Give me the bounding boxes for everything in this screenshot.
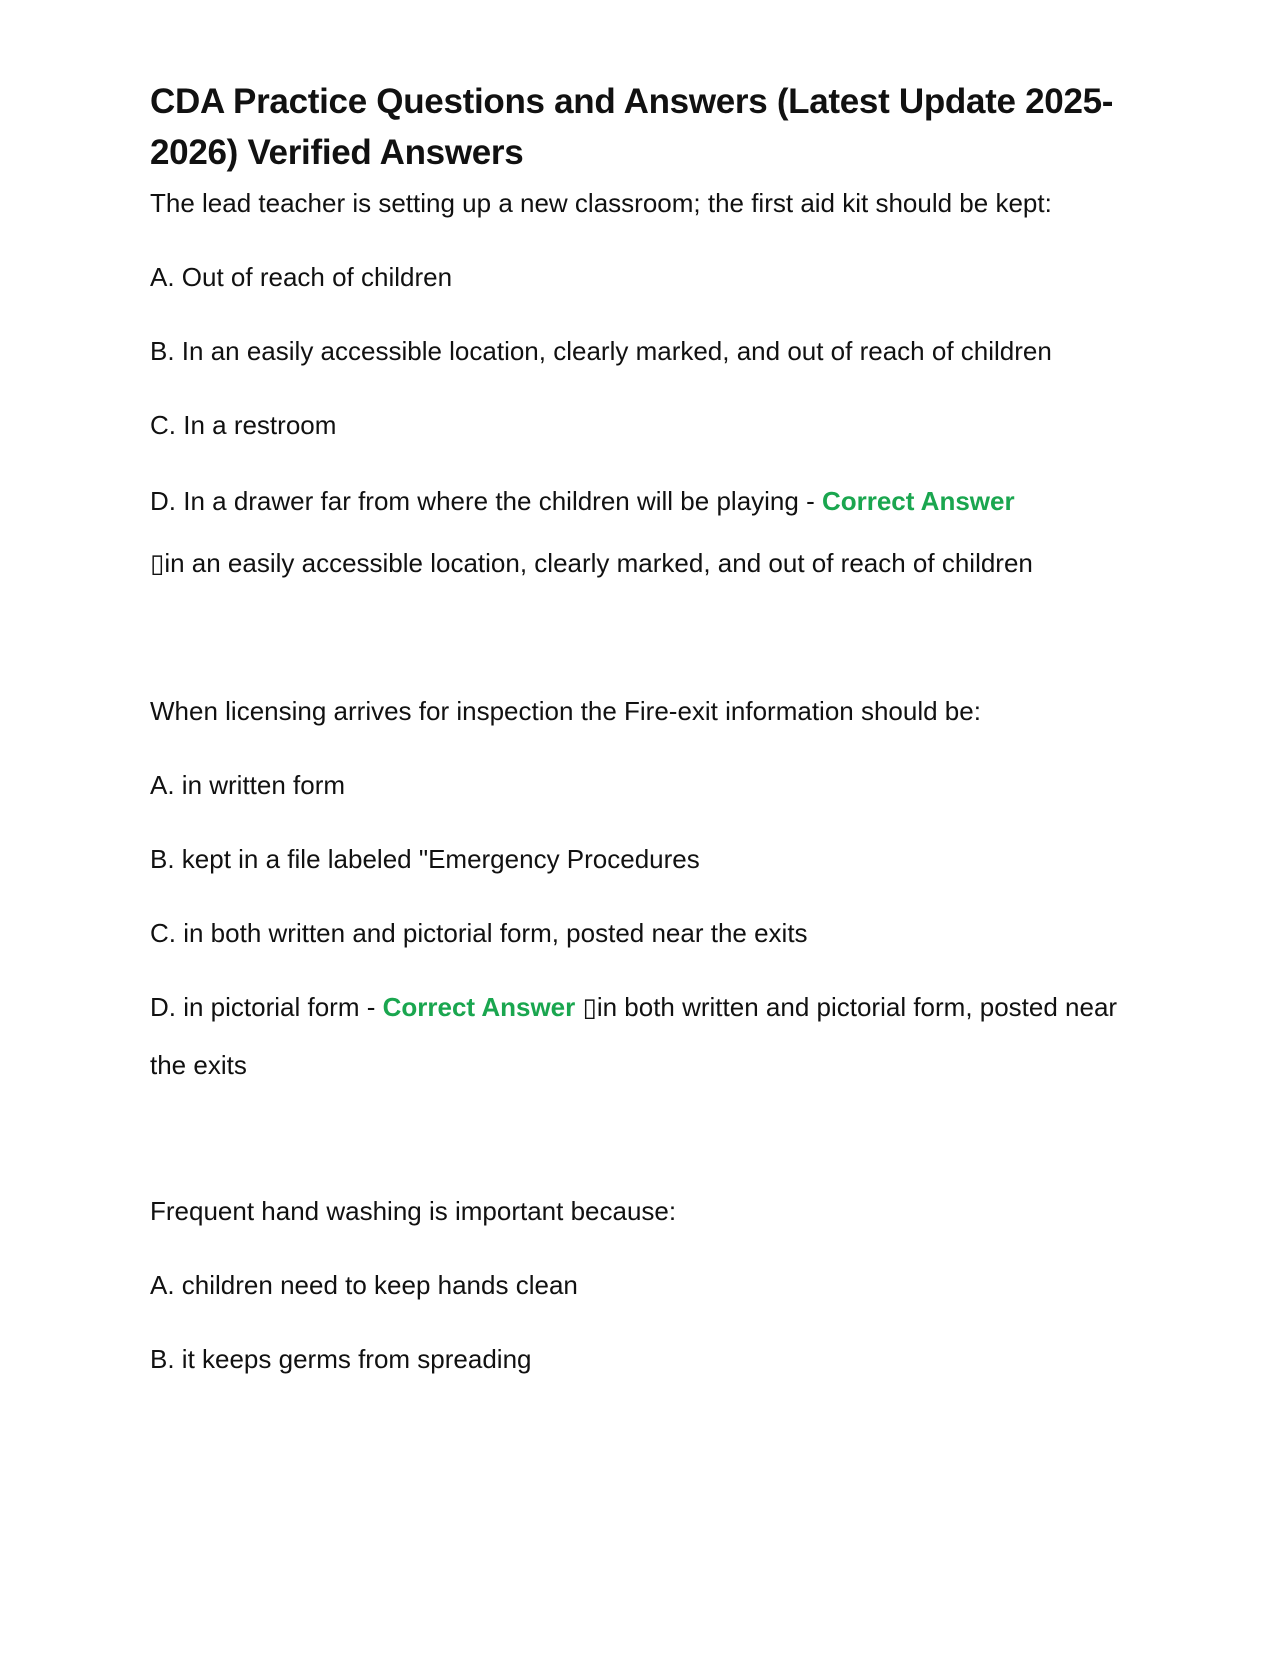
answer-option-with-correct-answer — [150, 470, 1140, 594]
question-block — [150, 1182, 1140, 1388]
missing-glyph-icon: ▯ — [150, 548, 165, 578]
document-page — [150, 76, 1140, 1388]
answer-option: A. Out of reach of children — [150, 262, 453, 292]
answer-option-text: D. in pictorial form - — [150, 992, 383, 1022]
correct-answer-label: Correct Answer — [821, 486, 1015, 516]
answer-option: A. in written form — [150, 770, 346, 800]
answer-option: A. children need to keep hands clean — [150, 1270, 578, 1300]
answer-option: B. kept in a file labeled "Emergency Procedures — [150, 844, 700, 874]
question-block — [150, 682, 1140, 1094]
missing-glyph-icon: ▯ — [582, 992, 597, 1022]
correct-answer-text: in both written and pictorial form, posted near the exits — [150, 992, 1118, 1080]
answer-option: C. in both written and pictorial form, posted near the exits — [150, 918, 808, 948]
correct-answer-text: in an easily accessible location, clearly marked, and out of reach of children — [164, 548, 1033, 578]
question-prompt: Frequent hand washing is important because: — [150, 1196, 677, 1226]
correct-answer-label: Correct Answer — [382, 992, 576, 1022]
answer-option: B. it keeps germs from spreading — [150, 1344, 532, 1374]
question-block — [150, 174, 1140, 594]
spacer — [150, 594, 1140, 682]
document-title: CDA Practice Questions and Answers (Latest Update 2025-2026) Verified Answers — [150, 82, 1114, 172]
answer-option: C. In a restroom — [150, 410, 337, 440]
answer-option-text: D. In a drawer far from where the children will be playing - — [150, 486, 822, 516]
answer-option-with-correct-answer — [150, 978, 1140, 1094]
question-prompt: The lead teacher is setting up a new classroom; the first aid kit should be kept: — [150, 188, 1052, 218]
spacer — [150, 1094, 1140, 1182]
answer-option: B. In an easily accessible location, clearly marked, and out of reach of children — [150, 336, 1052, 366]
question-prompt: When licensing arrives for inspection the Fire-exit information should be: — [150, 696, 981, 726]
